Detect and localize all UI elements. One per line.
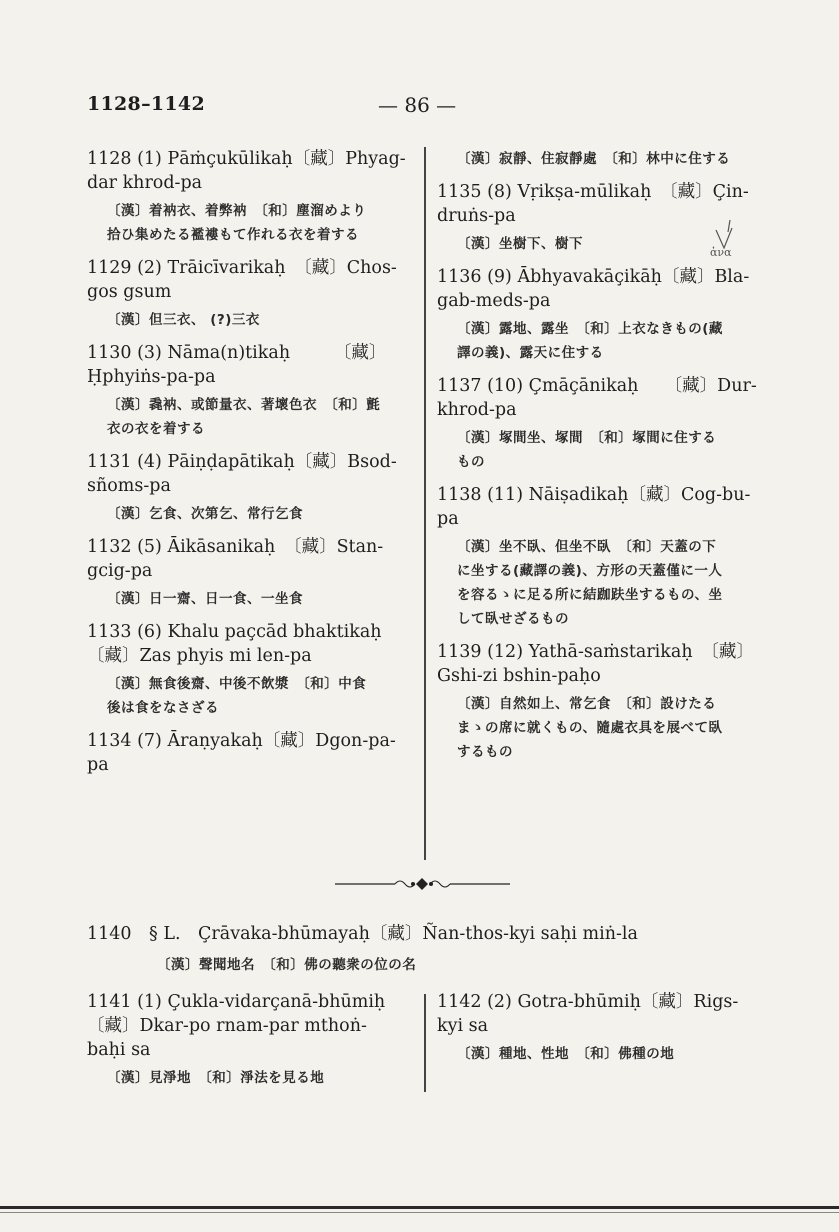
entry-japanese-gloss-line: 〔漢〕但三衣、 (?)三衣 [107,312,260,328]
left-column [87,147,432,786]
entry-sanskrit-tibetan-line: 1141 (1) Çukla-vidarçanā-bhūmiḥ [87,992,386,1012]
entry-sanskrit-tibetan-line: sñoms-pa [87,476,171,496]
bottom-rule-thin [0,1212,839,1213]
entry-japanese-gloss-line: 〔漢〕無食後齋、中後不飲漿 〔和〕中食 [107,676,367,692]
entry-sanskrit-tibetan-line: 1133 (6) Khalu paçcād bhaktikaḥ [87,622,382,642]
entry-sanskrit-tibetan-line: 〔藏〕Dkar-po rnam-par mthoṅ- [87,1016,367,1036]
entry-japanese-gloss-line: 〔漢〕自然如上、常乞食 〔和〕設けたる [457,696,717,712]
entry-sanskrit-tibetan-line: 1130 (3) Nāma(n)tikaḥ 〔藏〕 [87,343,387,363]
dictionary-entry [437,265,782,365]
bottom-rule [0,1206,839,1209]
dictionary-entry [437,990,782,1066]
entry-japanese-gloss-line: を容るゝに足る所に結跏趺坐するもの、坐 [457,587,723,603]
entry-range-header: 1128–1142 [87,93,205,115]
entry-japanese-gloss-line: 衣の衣を着する [107,421,205,437]
entry-japanese-gloss-line: するもの [457,744,513,760]
entry-japanese-gloss-line: して臥せざるもの [457,611,569,627]
entry-sanskrit-tibetan-line: baḥi sa [87,1040,151,1060]
entry-japanese-gloss-line: 〔漢〕日一齋、日一食、一坐食 [107,591,303,607]
entry-sanskrit-tibetan-line: dar khrod-pa [87,173,203,193]
entry-sanskrit-tibetan-line: gab-meds-pa [437,291,551,311]
entry-japanese-gloss-line: もの [457,454,485,470]
entry-japanese-gloss-line: 譯の義)、露天に住する [457,345,604,361]
entry-sanskrit-tibetan-line: pa [87,755,109,775]
entry-japanese-gloss-line: 〔漢〕乞食、次第乞、常行乞食 [107,506,303,522]
entry-japanese-gloss-line: 〔漢〕露地、露坐 〔和〕上衣なきもの(藏 [457,321,723,337]
entry-sanskrit-tibetan-line: Ḥphyiṅs-pa-pa [87,367,216,387]
dictionary-entry [437,374,782,474]
entry-sanskrit-tibetan-line: pa [437,509,459,529]
entry-japanese-gloss-line: 〔漢〕毳衲、或節量衣、著壞色衣 〔和〕氈 [107,397,381,413]
dictionary-entry [87,256,432,332]
entry-sanskrit-tibetan-line: khrod-pa [437,400,517,420]
entry-japanese-gloss-line: 〔漢〕見淨地 〔和〕淨法を見る地 [107,1070,325,1086]
dictionary-entry [87,990,417,1090]
entry-japanese-gloss-line: に坐する(藏譯の義)、方形の天蓋僅に一人 [457,563,723,579]
dictionary-entry [87,729,432,777]
entry-sanskrit-tibetan-line: 1137 (10) Çmāçānikaḥ 〔藏〕Dur- [437,376,757,396]
entry-japanese-gloss-line: 〔漢〕種地、性地 〔和〕佛種の地 [457,1046,675,1062]
ornamental-separator [335,874,510,894]
entry-japanese-gloss-line: 〔漢〕着衲衣、着弊衲 〔和〕塵溜めより [107,203,367,219]
entry-japanese-gloss-line: 〔漢〕塚間坐、塚間 〔和〕塚間に住する [457,430,717,446]
column-divider-bottom [424,994,426,1092]
entry-sanskrit-tibetan-line: gos gsum [87,282,172,302]
dictionary-entry [87,341,432,441]
entry-sanskrit-tibetan-line: kyi sa [437,1016,489,1036]
dictionary-entry [87,620,432,720]
entry-sanskrit-tibetan-line: 1129 (2) Trāicīvarikaḥ 〔藏〕Chos- [87,258,397,278]
dictionary-entry [87,450,432,526]
entry-sanskrit-tibetan-line: 1142 (2) Gotra-bhūmiḥ〔藏〕Rigs- [437,992,739,1012]
entry-sanskrit-tibetan-line: 1138 (11) Nāiṣadikaḥ〔藏〕Cog-bu- [437,485,751,505]
dictionary-entry [437,147,782,171]
dictionary-entry [87,147,432,247]
column-divider [424,147,426,860]
entry-japanese-gloss-line: 〔漢〕坐不臥、但坐不臥 〔和〕天蓋の下 [457,539,717,555]
entry-sanskrit-tibetan-line: 1136 (9) Ābhyavakāçikāḥ〔藏〕Bla- [437,267,750,287]
entry-sanskrit-tibetan-line: druṅs-pa [437,206,516,226]
entry-sanskrit-tibetan-line: Gshi-zi bshin-paḥo [437,666,601,686]
entry-japanese-gloss-line: まゝの席に就くもの、隨處衣具を展べて臥 [457,720,723,736]
entry-sanskrit-tibetan-line: 1139 (12) Yathā-saṁstarikaḥ 〔藏〕 [437,642,754,662]
entry-1141 [87,990,417,1099]
section-heading: 1140 § L. Çrāvaka-bhūmayaḥ〔藏〕Ñan-thos-kyi saḥi miṅ-la [87,924,638,944]
entry-sanskrit-tibetan-line: 1135 (8) Vṛikṣa-mūlikaḥ 〔藏〕Çin- [437,182,749,202]
entry-japanese-gloss-line: 〔漢〕坐樹下、樹下 [457,236,583,252]
entry-japanese-gloss-line: 拾ひ集めたる襤褸もて作れる衣を着する [107,227,359,243]
entry-sanskrit-tibetan-line: 1128 (1) Pāṁçukūlikaḥ〔藏〕Phyag- [87,149,406,169]
entry-sanskrit-tibetan-line: gcig-pa [87,561,153,581]
page-number: — 86 — [378,93,457,117]
svg-text:ἀνα: ἀνα [710,246,732,259]
entry-sanskrit-tibetan-line: 1132 (5) Āikāsanikaḥ 〔藏〕Stan- [87,537,384,557]
section-heading-gloss: 〔漢〕聲聞地名 〔和〕佛の聽衆の位の名 [157,957,417,973]
entry-sanskrit-tibetan-line: 1134 (7) Āraṇyakaḥ〔藏〕Dgon-pa- [87,731,396,751]
entry-japanese-gloss-line: 後は食をなさざる [107,700,219,716]
entry-1142 [437,990,782,1075]
entry-sanskrit-tibetan-line: 1131 (4) Pāiṇḍapātikaḥ〔藏〕Bsod- [87,452,397,472]
dictionary-entry [437,640,782,764]
dictionary-entry [87,535,432,611]
entry-sanskrit-tibetan-line: 〔藏〕Zas phyis mi len-pa [87,646,312,666]
handwritten-annotation [706,218,750,262]
dictionary-entry [437,483,782,631]
entry-japanese-gloss-line: 〔漢〕寂靜、住寂靜處 〔和〕林中に住する [457,151,731,167]
